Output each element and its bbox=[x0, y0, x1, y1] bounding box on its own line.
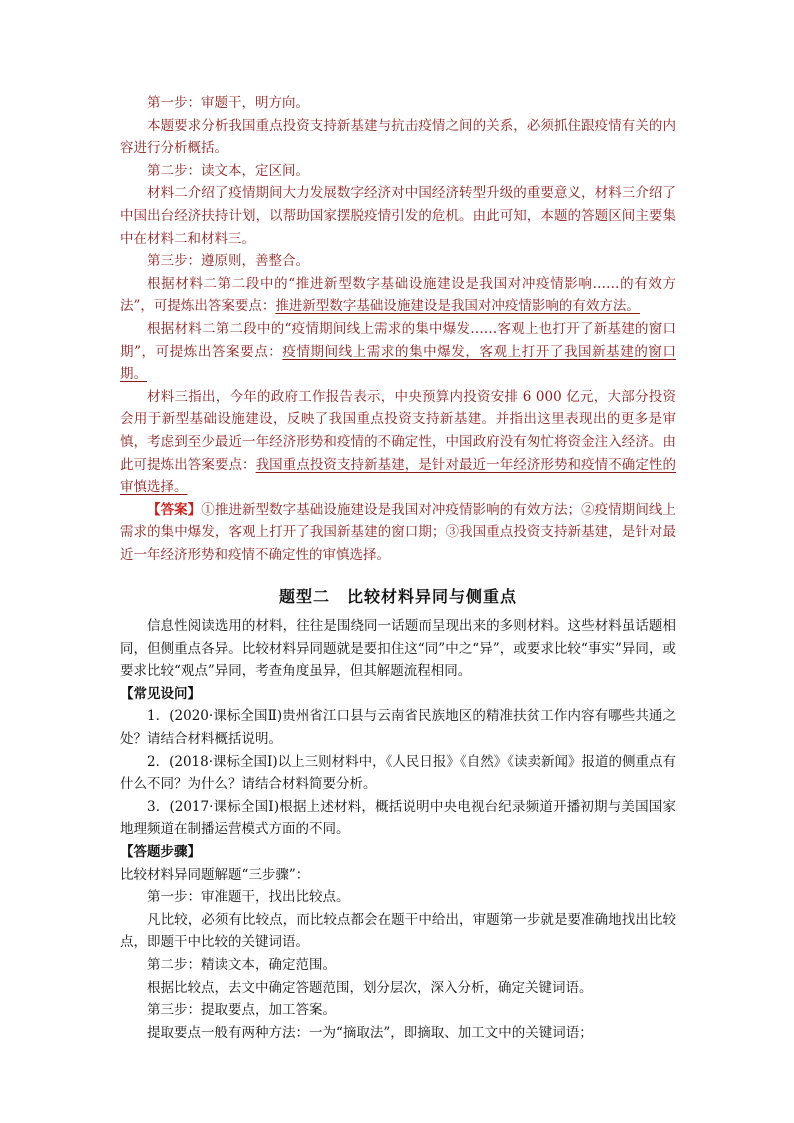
section-title: 题型二 比较材料异同与侧重点 bbox=[278, 587, 517, 607]
analysis-paragraph-1 bbox=[120, 273, 676, 318]
answer-label: 【答案】 bbox=[147, 501, 202, 518]
steps-step1-description: 凡比较，必须有比较点，而比较点都会在题干中给出，审题第一步就是要准确地找出比较点，即题干中比较的关键词语。 bbox=[120, 911, 676, 951]
intro-paragraph: 信息性阅读选用的材料，往往是围绕同一话题而呈现出来的多则材料。这些材料虽话题相同，但侧重点各异。比较材料异同题就是要扣住这“同”中之“异”，或要求比较“事实”异同，或要求比较“观点”异同，考查角度虽异，但其解题流程相同。 bbox=[120, 618, 676, 680]
question-2: 2．(2018·课标全国Ⅰ)以上三则材料中，《人民日报》《自然》《读卖新闻》报道的侧重点有什么不同？为什么？请结合材料简要分析。 bbox=[120, 753, 676, 793]
step1-description: 本题要求分析我国重点投资支持新基建与抗击疫情之间的关系，必须抓住跟疫情有关的内容进行分析概括。 bbox=[120, 117, 676, 157]
step2-heading: 第二步：读文本，定区间。 bbox=[147, 162, 309, 179]
analysis-paragraph-3 bbox=[120, 386, 676, 499]
steps-step2-description: 根据比较点，去文中确定答题范围，划分层次，深入分析，确定关键词语。 bbox=[147, 979, 593, 996]
steps-step2: 第二步：精读文本，确定范围。 bbox=[147, 956, 336, 973]
analysis-3-text: 材料三指出，今年的政府工作报告表示，中央预算内投资安排 6 000 亿元，大部分投资会用于新型基础设施建设，反映了我国重点投资支持新基建。并指出这里表现出的更多是审慎，考虑到至少最近一年经济形势和疫情的不确定性，中国政府没有匆忙将资金注入经济。由此可提炼出答案要点： bbox=[120, 388, 676, 473]
question-1: 1．(2020·课标全国Ⅱ)贵州省江口县与云南省民族地区的精准扶贫工作内容有哪些共通之处？请结合材料概括说明。 bbox=[120, 708, 676, 748]
document-body bbox=[120, 92, 676, 1044]
steps-step3-description: 提取要点一般有两种方法：一为“摘取法”，即摘取、加工文中的关键词语； bbox=[147, 1024, 593, 1041]
step2-description: 材料二介绍了疫情期间大力发展数字经济对中国经济转型升级的重要意义，材料三介绍了中国出台经济扶持计划，以帮助国家摆脱疫情引发的危机。由此可知，本题的答题区间主要集中在材料二和材料三。 bbox=[120, 185, 676, 247]
analysis-1-text: 根据材料二第二段中的“推进新型数字基础设施建设是我国对冲疫情影响……的有效方法”，可提炼出答案要点： bbox=[120, 275, 676, 315]
answer-point-2: 疫情期间线上需求的集中爆发，客观上打开了我国新基建的窗口期。 bbox=[120, 343, 677, 383]
analysis-2-text: 根据材料二第二段中的“疫情期间线上需求的集中爆发……客观上也打开了新基建的窗口期”，可提炼出答案要点： bbox=[120, 320, 676, 360]
step1-heading: 第一步：审题干，明方向。 bbox=[147, 95, 309, 111]
steps-step1: 第一步：审准题干，找出比较点。 bbox=[147, 889, 350, 906]
answer-point-3: 我国重点投资支持新基建，是针对最近一年经济形势和疫情不确定性的审慎选择。 bbox=[120, 456, 676, 496]
answer-steps-heading: 【答题步骤】 bbox=[120, 844, 201, 860]
answer-point-1: 推进新型数字基础设施建设是我国对冲疫情影响的有效方法。 bbox=[275, 298, 640, 315]
common-questions-heading: 【常见设问】 bbox=[120, 685, 201, 702]
answer-paragraph bbox=[120, 499, 676, 567]
step3-heading: 第三步：遵原则，善整合。 bbox=[147, 253, 309, 270]
steps-step3: 第三步：提取要点，加工答案。 bbox=[147, 1002, 336, 1019]
steps-lead: 比较材料异同题解题“三步骤”： bbox=[120, 866, 310, 883]
answer-text: ①推进新型数字基础设施建设是我国对冲疫情影响的有效方法；②疫情期间线上需求的集中爆发，客观上打开了我国新基建的窗口期；③我国重点投资支持新基建，是针对最近一年经济形势和疫情不确定性的审慎选择。 bbox=[120, 501, 677, 563]
question-3: 3．(2017·课标全国Ⅰ)根据上述材料，概括说明中央电视台纪录频道开播初期与美国国家地理频道在制播运营模式方面的不同。 bbox=[120, 798, 676, 838]
analysis-paragraph-2 bbox=[120, 318, 676, 386]
